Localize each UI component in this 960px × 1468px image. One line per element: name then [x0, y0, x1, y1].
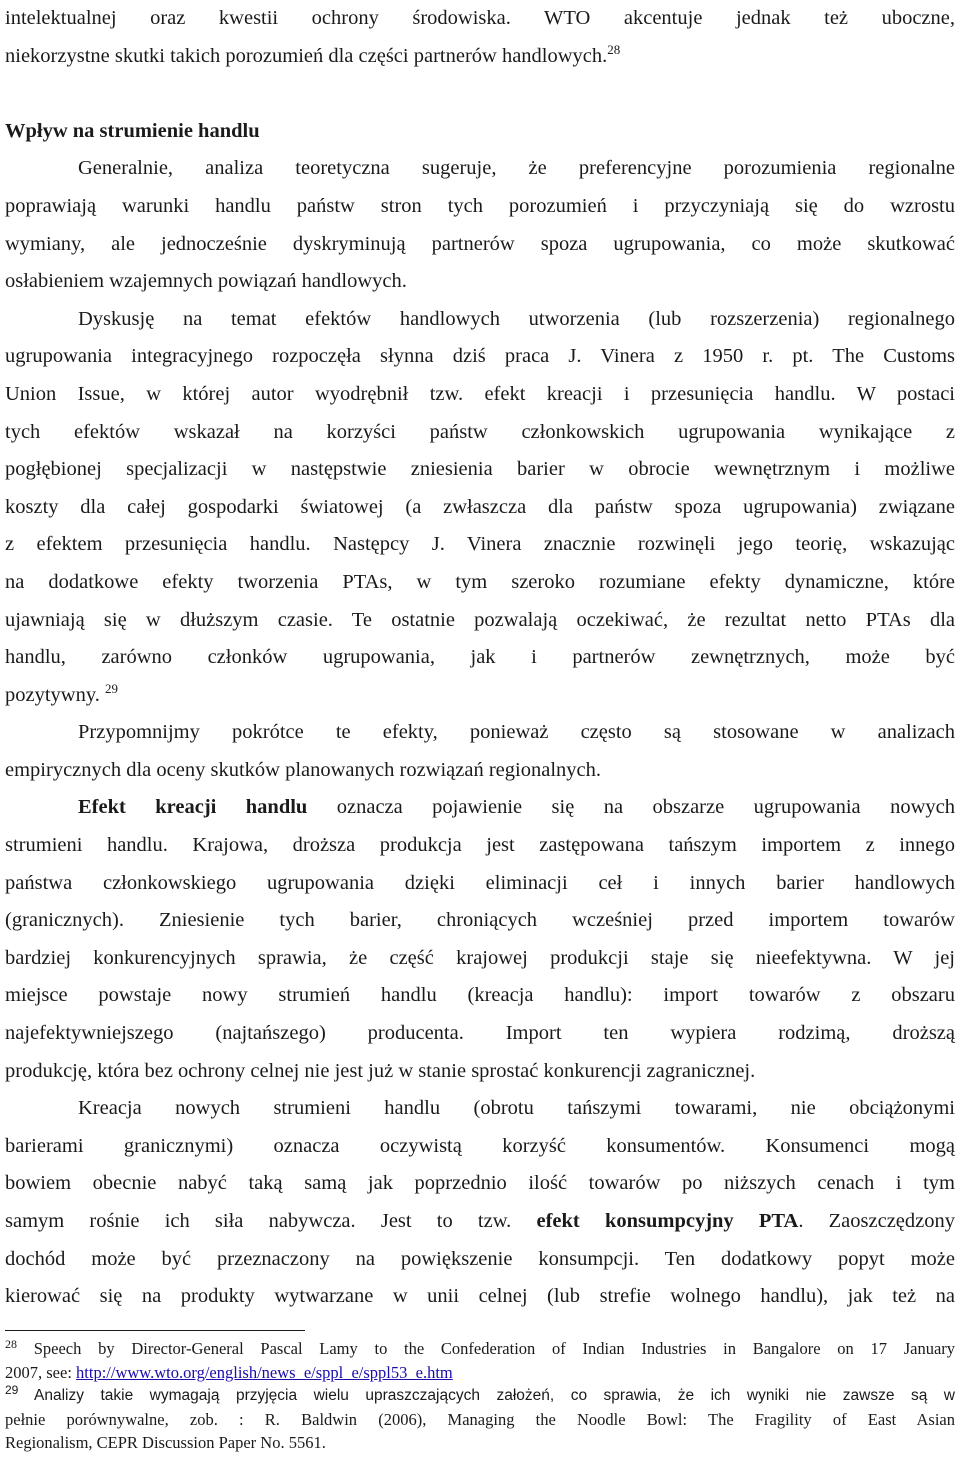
paragraph-line: intelektualnej oraz kwestii ochrony środowiska. WTO akcentuje jednak też uboczne, [5, 7, 955, 29]
paragraph-line: niekorzystne skutki takich porozumień dla części partnerów handlowych.$^{28}$ [5, 41, 621, 67]
footnote-number: 29 [5, 1383, 19, 1398]
footnote-ref-29[interactable]: 29 [105, 680, 119, 696]
paragraph-line: pozytywny. $^{29}$ [5, 680, 119, 706]
paragraph-line: na dodatkowe efekty tworzenia PTAs, w tym szeroko rozumiane efekty dynamiczne, które [5, 570, 955, 593]
term-trade-creation: Efekt kreacji handlu [78, 796, 308, 819]
paragraph-line: Generalnie, analiza teoretyczna sugeruje, że preferencyjne porozumienia regionalne [78, 157, 955, 180]
footnote-link[interactable]: http://www.wto.org/english/news_e/sppl_e/sppl53_e.htm [76, 1362, 453, 1382]
paragraph-line: miejsce powstaje nowy strumień handlu (kreacja handlu): import towarów z obszaru [5, 984, 955, 1007]
paragraph-line: samym rośnie ich siła nabywcza. Jest to tzw. efekt konsumpcyjny PTA. Zaoszczędzony [5, 1210, 955, 1232]
paragraph-line: ujawniają się w dłuższym czasie. Te ostatnie pozwalają oczekiwać, że rezultat netto PTAs dla [5, 608, 955, 631]
section-heading: Wpływ na strumienie handlu [5, 119, 260, 142]
footnote-number: 28 [5, 1337, 17, 1351]
paragraph-line: empirycznych dla oceny skutków planowanych rozwiązań regionalnych. [5, 758, 601, 781]
paragraph-line: poprawiają warunki handlu państw stron tych porozumień i przyczyniają się do wzrostu [5, 194, 955, 217]
footnote-29-line: $^{29}$ Analizy takie wymagają przyjęcia wielu upraszczających założeń, co sprawia, że ich wyniki nie zawsze są w [5, 1383, 956, 1405]
paragraph-line: strumieni handlu. Krajowa, droższa produkcja jest zastępowana tańszym importem z innego [5, 834, 955, 857]
paragraph-line: osłabieniem wzajemnych powiązań handlowych. [5, 270, 407, 293]
paragraph-line: koszty dla całej gospodarki światowej (a zwłaszcza dla państw spoza ugrupowania) związane [5, 495, 955, 518]
paragraph-line: państwa członkowskiego ugrupowania dzięki eliminacji ceł i innych barier handlowych [5, 871, 955, 894]
footnote-28-line: 2007, see: http://www.wto.org/english/news_e/sppl_e/sppl53_e.htm [5, 1362, 453, 1382]
paragraph-line: Efekt kreacji handlu oznacza pojawienie się na obszarze ugrupowania nowych [78, 796, 955, 819]
paragraph-line: tych efektów wskazał na korzyści państw członkowskich ugrupowania wynikające z [5, 420, 955, 443]
paragraph-line: Kreacja nowych strumieni handlu (obrotu tańszymi towarami, nie obciążonymi [78, 1097, 955, 1120]
paragraph-line: Dyskusję na temat efektów handlowych utworzenia (lub rozszerzenia) regionalnego [78, 307, 955, 330]
paragraph-line: pogłębionej specjalizacji w następstwie zniesienia barier w obrocie wewnętrznym i możliwe [5, 458, 955, 481]
footnote-29-line: Regionalism, CEPR Discussion Paper No. 5561. [5, 1433, 326, 1453]
paragraph-line: najefektywniejszego (najtańszego) producenta. Import ten wypiera rodzimą, droższą [5, 1022, 955, 1045]
paragraph-line: bardziej konkurencyjnych sprawia, że część krajowej produkcji staje się nieefektywna. W jej [5, 946, 955, 969]
footnote-ref-28[interactable]: 28 [607, 41, 621, 57]
paragraph-line: barierami granicznymi) oznacza oczywistą korzyść konsumentów. Konsumenci mogą [5, 1134, 955, 1157]
term-consumption-effect: efekt konsumpcyjny PTA [536, 1210, 799, 1232]
paragraph-line: bowiem obecnie nabyć taką samą jak poprzednio ilość towarów po niższych cenach i tym [5, 1172, 955, 1195]
paragraph-line: ugrupowania integracyjnego rozpoczęła słynna dziś praca J. Vinera z 1950 r. pt. The Customs [5, 345, 955, 368]
footnotes [5, 1320, 955, 1455]
paragraph-line: wymiany, ale jednocześnie dyskryminują partnerów spoza ugrupowania, co może skutkować [5, 232, 955, 255]
paragraph-line: handlu, zarówno członków ugrupowania, jak i partnerów zewnętrznych, może być [5, 646, 955, 669]
paragraph-line: Union Issue, w której autor wyodrębnił tzw. efekt kreacji i przesunięcia handlu. W postaci [5, 382, 955, 405]
paragraph-line: produkcję, która bez ochrony celnej nie jest już w stanie sprostać konkurencji zagranicznej. [5, 1059, 756, 1082]
document-page [5, 0, 955, 1316]
footnote-28-line: $^{28}$ Speech by Director-General Pascal Lamy to the Confederation of Indian Industries in Bangalore on 17 January [5, 1337, 956, 1358]
footnote-29-line: pełnie porównywalne, zob. : R. Baldwin (2006), Managing the Noodle Bowl: The Fragility of East Asian [5, 1409, 955, 1429]
paragraph-line: kierować się na produkty wytwarzane w unii celnej (lub strefie wolnego handlu), jak też na [5, 1285, 955, 1308]
footnote-separator [5, 1330, 305, 1331]
paragraph-line: z efektem przesunięcia handlu. Następcy J. Vinera znacznie rozwinęli jego teorię, wskazując [5, 533, 955, 556]
paragraph-line: (granicznych). Zniesienie tych barier, chroniących wcześniej przed importem towarów [5, 909, 955, 932]
paragraph-line: dochód może być przeznaczony na powiększenie konsumpcji. Ten dodatkowy popyt może [5, 1247, 955, 1270]
paragraph-line: Przypomnijmy pokrótce te efekty, ponieważ często są stosowane w analizach [78, 721, 955, 744]
